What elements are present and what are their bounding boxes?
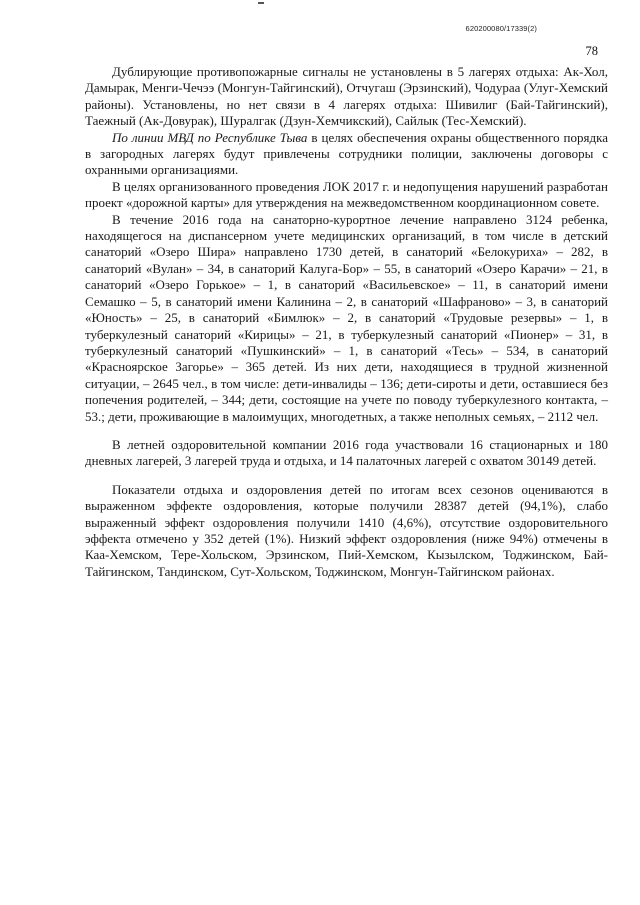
paragraph-police-lead: По линии МВД по Республике Тыва: [112, 129, 308, 145]
paragraph-sanatorium: В течение 2016 года на санаторно-курортное лечение направлено 3124 ребенка, находящегося на диспансерном учете медицинских организаций, в том числе в детский санаторий «Озеро Шира» направлено 1730 детей, в санаторий «Белокуриха» – 282, в санаторий «Вулан» – 34, в санаторий Калуга-Бор» – 55, в санаторий «Озеро Карачи» – 21, в санаторий «Озеро Горькое» – 1, в санаторий «Васильевское» – 11, в санаторий имени Семашко – 5, в санаторий имени Калинина – 2, в санаторий «Шафраново» – 3, в санаторий «Юность» – 25, в санаторий «Бимлюк» – 2, в санаторий «Трудовые резервы» – 1, в туберкулезный санаторий «Кирицы» – 21, в туберкулезный санаторий «Пионер» – 31, в туберкулезный санаторий «Пушкинский» – 1, в санаторий «Тесь» – 534, в санаторий «Красноярское Загорье» – 365 детей. Из них дети, находящиеся в трудной жизненной ситуации, – 2645 чел., в том числе: дети-инвалиды – 136; дети-сироты и дети, оставшиеся без попечения родителей, – 344; дети, состоящие на учете по поводу туберкулезного контакта, – 53.; дети, проживающие в малоимущих, многодетных, а также неполных семьях, – 2112 чел.: [85, 211, 608, 424]
document-code: 620200080/17339(2): [465, 24, 537, 33]
paragraph-summer-camps: В летней оздоровительной компании 2016 года участвовали 16 стационарных и 180 дневных лагерей, 3 лагерей труда и отдыха, и 14 палаточных лагерей с охватом 30149 детей.: [85, 436, 608, 469]
body-text: [85, 64, 608, 580]
scan-mark: [258, 2, 264, 4]
paragraph-roadmap: В целях организованного проведения ЛОК 2017 г. и недопущения нарушений разработан проект «дорожной карты» для утверждения на межведомственном координационном совете.: [85, 178, 608, 211]
paragraph-police: [85, 130, 608, 179]
page-number: 78: [585, 44, 598, 58]
paragraph-health-results: Показатели отдыха и оздоровления детей по итогам всех сезонов оцениваются в выраженном эффекте оздоровления, которые получили 28387 детей (94,1%), слабо выраженный эффект оздоровления получили 1410 (4,6%), отсутствие оздоровительного эффекта отмечено у 352 детей (1%). Низкий эффект оздоровления (ниже 94%) отмечены в Каа-Хемском, Тере-Хольском, Эрзинском, Пий-Хемском, Кызылском, Тоджинском, Бай-Тайгинском, Тандинском, Сут-Хольском, Тоджинском, Монгун-Тайгинском районах.: [85, 481, 608, 579]
paragraph-fire-alarms: Дублирующие противопожарные сигналы не установлены в 5 лагерях отдыха: Ак-Хол, Дамырак, Менги-Чечээ (Монгун-Тайгинский), Отчугаш (Эрзинский), Чодураа (Улуг-Хемский районы). Установлены, но нет связи в 4 лагерях отдыха: Шивилиг (Бай-Тайгинский), Таежный (Ак-Довурак), Шуралгак (Дзун-Хемчикский), Сайлык (Тес-Хемский).: [85, 64, 608, 129]
paragraph-police-text: в целях обеспечения охраны общественного порядка в загородных лагерях будут привлечены сотрудники полиции, заключены договоры с охранными организациями.: [85, 129, 608, 178]
